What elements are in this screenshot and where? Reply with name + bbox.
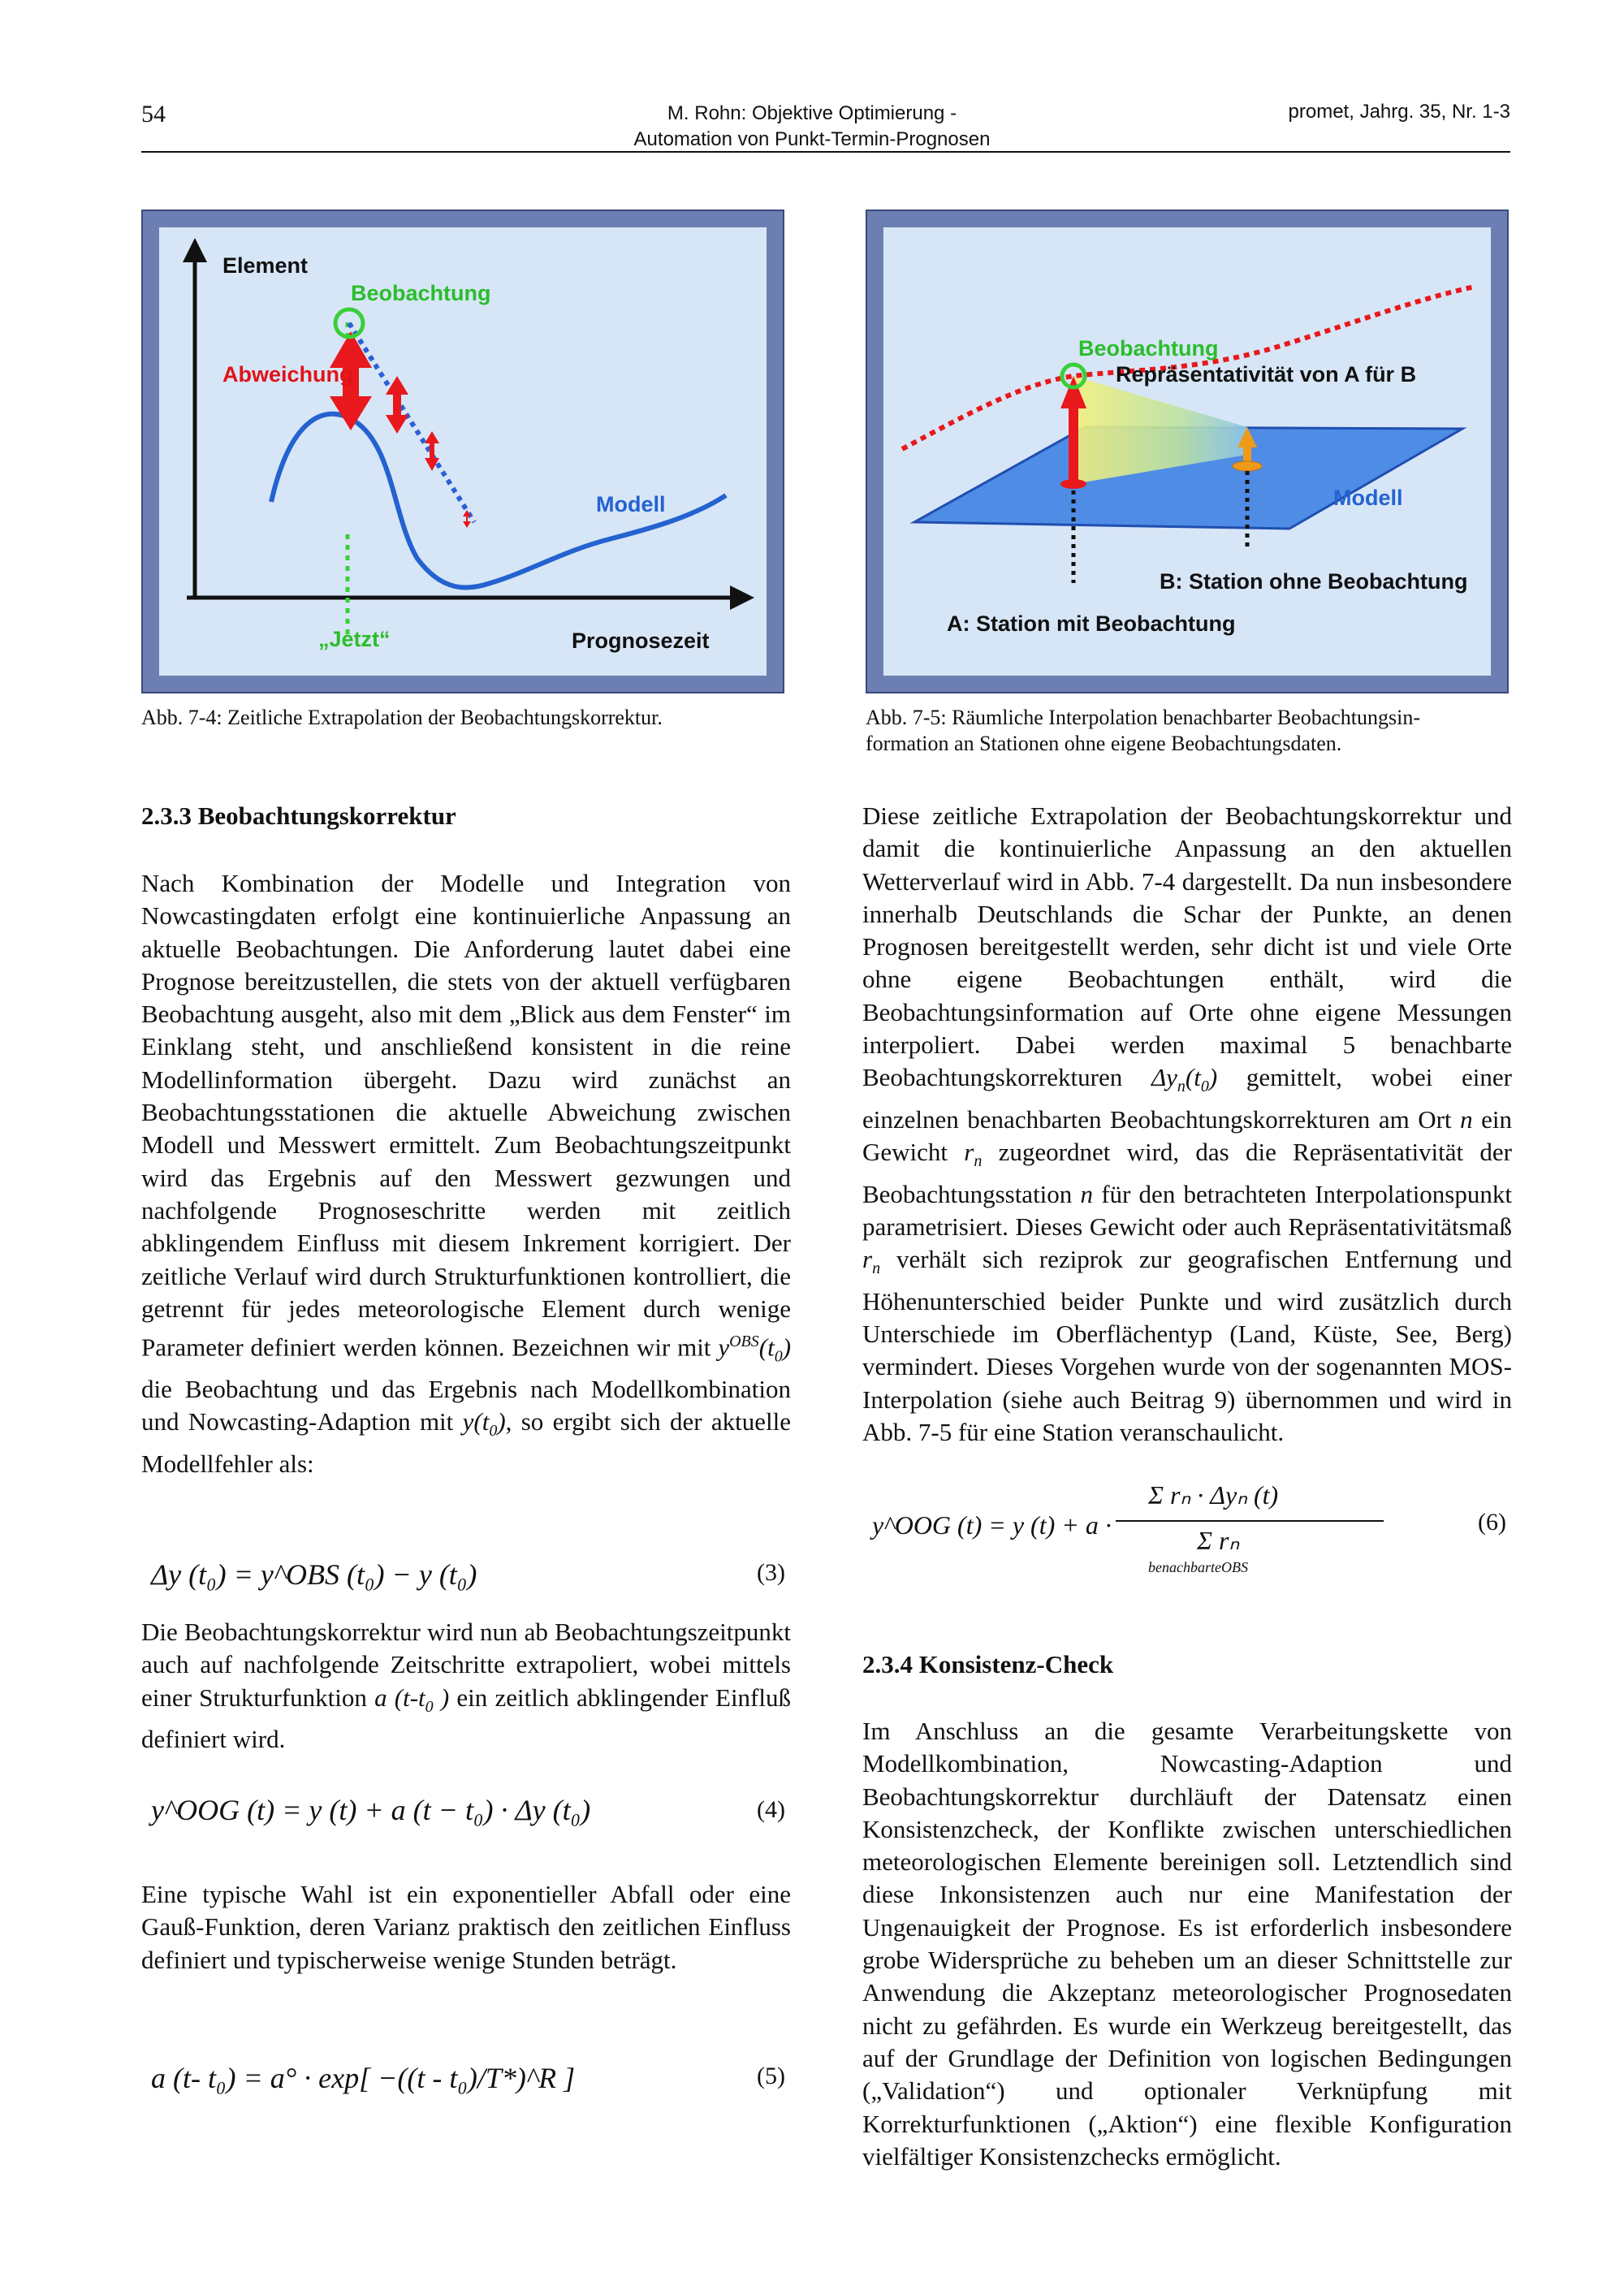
right-para1-text-e: für den betrachteten Interpolationspunkt parametrisiert. Dieses Gewicht oder auch Repräsentativitätsmaß <box>862 1179 1512 1241</box>
figure-7-5 <box>866 210 1509 693</box>
equation-6-fraction-bar <box>1116 1520 1384 1522</box>
symbol-a-t-sub: 0 <box>425 1697 434 1716</box>
symbol-rn-2-sub: n <box>872 1259 881 1278</box>
symbol-y-obs: y <box>718 1333 730 1362</box>
left-para1-text-a: Nach Kombination der Modelle und Integration von Nowcastingdaten erfolgt eine kontinuierliche Anpassung an aktuelle Beobachtungen. Die Anforderung lautet dabei eine Prognose bereitzustellen, die stets von der aktuell verfügbaren Beobachtung ausgeht, also mit dem „Blick aus dem Fenster“ im Einklang steht, und anschließend konsistent in die reine Modellinformation übergeht. Dazu wird zunächst an Beobachtungsstationen die aktuelle Abweichung zwischen Modell und Messwert ermittelt. Zum Beobachtungszeitpunkt wird das Ergebnis auf den Messwert gezwungen und nachfolgende Prognoseschritte werden mit zeitlich abklingendem Einfluss mit diesem Inkrement korrigiert. Der zeitliche Verlauf wird durch Strukturfunktionen kontrolliert, die getrennt für jedes meteorologische Element durch wenige Parameter definiert werden können. Bezeichnen wir mit <box>141 869 791 1362</box>
right-paragraph-1 <box>862 800 1512 1449</box>
left-para1-text-c: , so ergibt sich der aktuelle Modellfehler als: <box>141 1407 791 1478</box>
equation-4: y^OOG (t) = y (t) + a (t − t₀) · Δy (t₀) <box>151 1794 591 1826</box>
figure-7-4 <box>141 210 784 693</box>
station-b-marker <box>1233 461 1262 471</box>
symbol-y-obs-sub: 0 <box>774 1347 783 1366</box>
equation-6-subscript: benachbarteOBS <box>1148 1559 1248 1575</box>
figure-7-5-graphic <box>866 210 1509 693</box>
right-paragraph-2: Im Anschluss an die gesamte Verarbeitungskette von Modellkombination, Nowcasting-Adaption und Beobachtungskorrektur durchläuft der Datensatz einen Konsistenzcheck, der Konflikte zwischen unterschiedlichen meteorologischen Elemente bereinigen soll. Letztendlich sind diese Inkonsistenzen auch nur eine Manifestation der Ungenauigkeit der Prognose. Es ist erforderlich insbesondere grobe Widersprüche zu beheben um an dieser Schnittstelle zur Anwendung die Akzeptanz meteorologischer Prognosedaten nicht zu gefährden. Es wurde ein Werkzeug bereitgestellt, das auf der Grundlage der Definition von logischen Bedingungen („Validation“) und optionaler Verknüpfung mit Korrekturfunktionen („Aktion“) eine flexible Konfiguration vielfältiger Konsistenzchecks ermöglicht. <box>862 1717 1512 2171</box>
equation-3: Δy (t₀) = y^OBS (t₀) − y (t₀) <box>151 1558 477 1591</box>
label-model: Modell <box>596 492 666 516</box>
heading-2-3-4: 2.3.4 Konsistenz-Check <box>862 1650 1114 1678</box>
label-observation: Beobachtung <box>351 281 491 305</box>
symbol-rn-sub: n <box>974 1152 983 1171</box>
symbol-y-t0-sub: 0 <box>489 1422 498 1441</box>
symbol-delta-yn-t: (t <box>1185 1063 1201 1092</box>
caption-7-5-line1: Abb. 7-5: Räumliche Interpolation benachbarter Beobachtungsin- <box>866 706 1421 729</box>
left-para2-text-b: ein zeitlich abklingender Einfluß definiert wird. <box>141 1683 791 1754</box>
symbol-y-obs-sup: OBS <box>729 1333 759 1351</box>
symbol-rn: r <box>964 1138 974 1167</box>
running-title-line2: Automation von Punkt-Termin-Prognosen <box>633 128 991 150</box>
equation-6-denominator: Σ rₙ <box>1197 1526 1240 1555</box>
label-observation: Beobachtung <box>1078 336 1219 361</box>
equation-6-lhs: y^OOG (t) = y (t) + a · <box>872 1510 1112 1540</box>
label-model: Modell <box>1333 486 1403 510</box>
symbol-rn-2: r <box>862 1245 873 1274</box>
symbol-y-t0-close: ) <box>497 1407 506 1436</box>
equation-5-number: (5) <box>757 2063 785 2089</box>
equation-6 <box>872 1480 1489 1577</box>
label-station-b: B: Station ohne Beobachtung <box>1160 569 1468 594</box>
symbol-delta-yn-sub: n <box>1177 1078 1186 1096</box>
caption-7-5-line2: formation an Stationen ohne eigene Beobachtungsdaten. <box>866 732 1342 755</box>
symbol-delta-yn-close: ) <box>1208 1063 1218 1092</box>
page-number: 54 <box>141 101 166 127</box>
running-title-line1: M. Rohn: Objektive Optimierung - <box>667 102 957 124</box>
label-element: Element <box>222 253 309 278</box>
symbol-n-2: n <box>1080 1179 1093 1208</box>
equation-3-number: (3) <box>757 1559 785 1586</box>
symbol-y-obs-close: ) <box>782 1333 792 1362</box>
equation-4-number: (4) <box>757 1796 785 1823</box>
right-para1-text-d: zugeordnet wird, das die Repräsentativität der Beobachtungsstation <box>862 1138 1512 1208</box>
left-paragraph-2 <box>141 1616 791 1756</box>
figure-7-4-graphic <box>141 210 784 693</box>
caption-7-5 <box>866 705 1515 757</box>
left-paragraph-3: Eine typische Wahl ist ein exponentieller Abfall oder eine Gauß-Funktion, deren Varianz praktisch den zeitlichen Einfluss definiert und typischerweise wenige Stunden beträgt. <box>141 1880 791 1974</box>
right-para1-text-c: ein Gewicht <box>862 1104 1512 1167</box>
label-deviation: Abweichung <box>222 362 353 387</box>
label-representativity: Repräsentativität von A für B <box>1116 362 1417 387</box>
left-para2-text-a: Die Beobachtungskorrektur wird nun ab Beobachtungszeitpunkt auch auf nachfolgende Zeitschritte extrapoliert, wobei mittels einer Strukturfunktion <box>141 1618 791 1712</box>
symbol-delta-yn-t-sub: 0 <box>1200 1078 1209 1096</box>
running-title <box>585 101 1039 153</box>
left-paragraph-1 <box>141 867 791 1480</box>
right-para1-text-b: gemittelt, wobei einer einzelnen benachbarten Beobachtungskorrekturen am Ort <box>862 1063 1512 1134</box>
left-para1-text-b: die Beobachtung und das Ergebnis nach Modellkombination und Nowcasting-Adaption mit <box>141 1374 791 1436</box>
equation-6-number: (6) <box>1478 1509 1506 1536</box>
label-station-a: A: Station mit Beobachtung <box>947 611 1236 636</box>
station-a-marker <box>1060 479 1086 489</box>
symbol-delta-yn: Δy <box>1151 1063 1177 1092</box>
symbol-a-t: a (t-t <box>374 1683 425 1712</box>
header-rule <box>141 151 1510 153</box>
right-para1-text-a: Diese zeitliche Extrapolation der Beobachtungskorrektur und damit die kontinuierliche Anpassung an den aktuellen Wetterverlauf wird in Abb. 7-4 dargestellt. Da nun insbesondere innerhalb Deutschlands die Schar der Punkte, an denen Prognosen bereitgestellt werden, sehr dicht ist und viele Orte ohne eigene Beobachtungen enthält, wird die Beobachtungsinformation auf Orte ohne eigene Messungen interpoliert. Dabei werden maximal 5 benachbarte Beobachtungskorrekturen <box>862 801 1512 1092</box>
label-now: „Jetzt“ <box>318 627 391 651</box>
symbol-n: n <box>1460 1104 1473 1134</box>
equation-5: a (t- t₀) = a° · exp[ −((t - t₀)/T*)^R ] <box>151 2062 576 2094</box>
symbol-y-obs-t: (t <box>758 1333 775 1362</box>
symbol-a-t-close: ) <box>433 1683 450 1712</box>
equation-6-numerator: Σ rₙ · Δyₙ (t) <box>1148 1480 1279 1510</box>
label-forecast-time: Prognosezeit <box>572 629 710 653</box>
journal-info: promet, Jahrg. 35, Nr. 1-3 <box>1288 101 1510 123</box>
caption-7-4: Abb. 7-4: Zeitliche Extrapolation der Beobachtungskorrektur. <box>141 706 663 729</box>
symbol-y-t0: y(t <box>462 1407 490 1436</box>
heading-2-3-3: 2.3.3 Beobachtungskorrektur <box>141 801 456 830</box>
right-para1-text-f: verhält sich reziprok zur geografischen Entfernung und Höhenunterschied beider Punkte und wird zusätzlich durch Unterschiede im Oberflächentyp (Land, Küste, See, Berg) vermindert. Dieses Vorgehen wurde von der sogenannten MOS-Interpolation (siehe auch Beitrag 9) übernommen und wird in Abb. 7-5 für eine Station veranschaulicht. <box>862 1245 1512 1446</box>
